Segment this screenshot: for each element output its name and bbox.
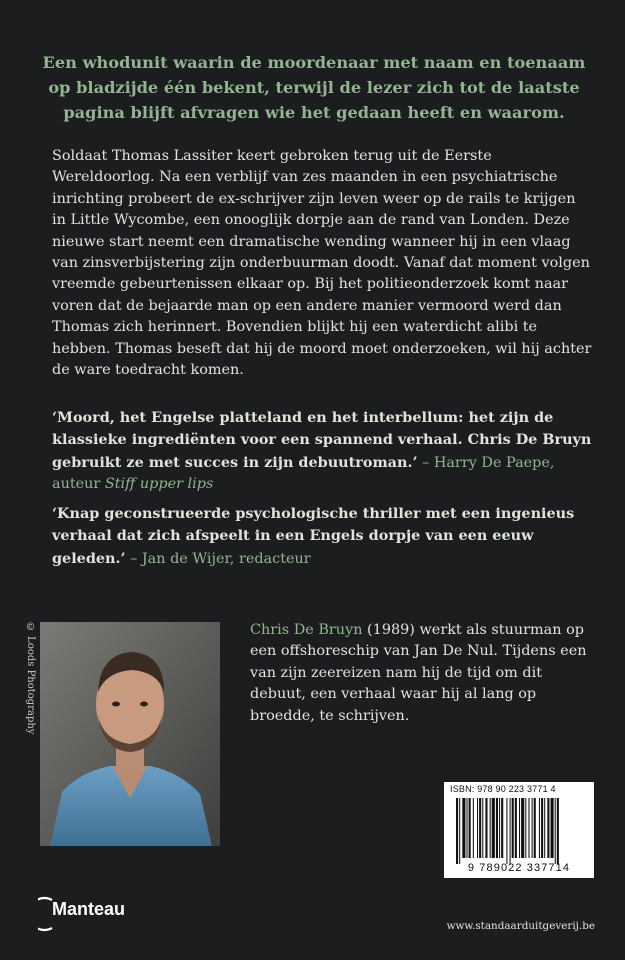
author-portrait-illustration bbox=[40, 622, 220, 846]
blurb-2 bbox=[52, 503, 592, 570]
barcode-bar bbox=[557, 798, 559, 864]
barcode-bar bbox=[525, 798, 526, 858]
barcode-bar bbox=[528, 798, 529, 858]
tagline: Een whodunit waarin de moordenaar met naam en toenaam op bladzijde één bekent, terwijl de lezer zich tot de laatste pagina blijft afvragen wie het gedaan heeft en waarom. bbox=[42, 53, 586, 122]
barcode-bar bbox=[459, 798, 460, 864]
barcode-bar bbox=[482, 798, 483, 858]
blurb-2-quote: ‘Knap geconstrueerde psychologische thriller met een ingenieus verhaal dat zich afspeelt in een Engels dorpje van een eeuw geleden.’ bbox=[52, 505, 575, 567]
barcode-bar bbox=[532, 798, 533, 858]
author-bio-text: (1989) werkt als stuurman op een offshoreschip van Jan De Nul. Tijdens een van zijn zeereizen nam hij de tijd om dit debuut, een verhaal waar hij al lang op broedde, te schrijven. bbox=[250, 622, 587, 724]
photo-credit: © Loods Photography bbox=[25, 622, 36, 735]
isbn-text: ISBN: 978 90 223 3771 4 bbox=[450, 784, 556, 794]
barcode-bar bbox=[512, 798, 514, 858]
publisher-logo bbox=[38, 894, 158, 934]
barcode-bar bbox=[479, 798, 481, 858]
publisher-website: www.standaarduitgeverij.be bbox=[446, 920, 595, 932]
barcode-bar bbox=[555, 798, 556, 864]
blurb-2-credit: – Jan de Wijer, redacteur bbox=[130, 550, 311, 567]
barcode-bar bbox=[473, 798, 474, 858]
barcode-bar bbox=[477, 798, 478, 858]
barcode-bar bbox=[541, 798, 543, 858]
barcode-bar bbox=[492, 798, 495, 858]
barcode-bar bbox=[521, 798, 524, 858]
barcode-bar bbox=[515, 798, 517, 858]
barcode-bar bbox=[469, 798, 471, 858]
author-bio bbox=[250, 620, 595, 727]
barcode-bar bbox=[501, 798, 503, 858]
barcode-bar bbox=[547, 798, 549, 858]
author-name: Chris De Bruyn bbox=[250, 622, 363, 638]
barcode-number: 9 789022 337714 bbox=[467, 862, 571, 874]
barcode-bar bbox=[519, 798, 520, 858]
barcode-bar bbox=[467, 798, 468, 858]
barcode-bar bbox=[456, 798, 458, 864]
blurb-1-quote: ‘Moord, het Engelse platteland en het interbellum: het zijn de klassieke ingrediënten voor een spannend verhaal. Chris De Bruyn gebruikt ze met succes in zijn debuutroman.’ bbox=[52, 409, 592, 471]
barcode-bar bbox=[496, 798, 498, 858]
barcode-bar bbox=[506, 798, 507, 864]
barcode-bar bbox=[551, 798, 554, 858]
barcode-bar bbox=[490, 798, 491, 858]
barcode-box bbox=[444, 782, 594, 878]
barcode-bar bbox=[485, 798, 487, 858]
summary-paragraph: Soldaat Thomas Lassiter keert gebroken terug uit de Eerste Wereldoorlog. Na een verblijf van zes maanden in een psychiatrische inrichting probeert de ex-schrijver zijn leven weer op de rails te krijgen in Little Wycombe, een onooglijk dorpje aan de rand van Londen. Deze nieuwe start neemt een dramatische wending wanneer hij in een vlaag van zinsverbijstering zijn onderbuurman doodt. Vanaf dat moment volgen vreemde gebeurtenissen elkaar op. Bij het politieonderzoek komt naar voren dat de bejaarde man op een andere manier vermoord werd dan Thomas zich herinnert. Bovendien blijkt hij een waterdicht alibi te hebben. Thomas beseft dat hij de moord moet onderzoeken, wil hij achter de ware toedracht komen. bbox=[52, 148, 592, 379]
barcode-bar bbox=[510, 798, 511, 864]
barcode-bar bbox=[462, 798, 465, 858]
barcode-bar bbox=[499, 798, 500, 858]
barcode-bar bbox=[539, 798, 540, 858]
barcode-bar bbox=[544, 798, 545, 858]
barcode-bar bbox=[534, 798, 536, 858]
publisher-name: Manteau bbox=[52, 899, 126, 919]
blurb-1-work: Stiff upper lips bbox=[104, 476, 214, 493]
author-photo bbox=[40, 622, 220, 846]
blurb-1-credit: – Harry De Paepe, auteur Stiff upper lips bbox=[52, 454, 555, 493]
blurb-1 bbox=[52, 407, 592, 496]
